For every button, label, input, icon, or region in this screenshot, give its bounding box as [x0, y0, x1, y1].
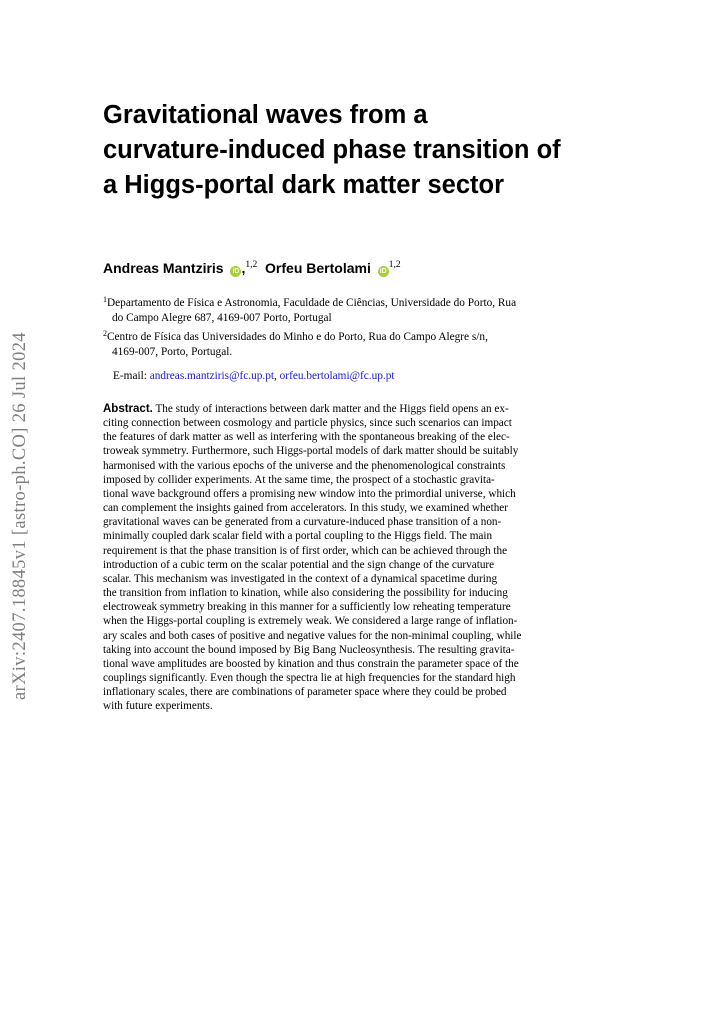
abstract-line: gravitational waves can be generated from a curvature-induced phase transition of a non-: [103, 516, 502, 529]
abstract: [103, 402, 633, 713]
affiliation-line: [103, 326, 643, 345]
abstract-line: taking into account the bound imposed by Big Bang Nucleosynthesis. The resulting gravita-: [103, 643, 515, 656]
email-line: [113, 370, 395, 382]
abstract-line: tional wave background offers a promising new window into the primordial universe, which: [103, 487, 516, 500]
abstract-text: The study of interactions between dark matter and the Higgs field opens an ex-: [155, 403, 509, 415]
affiliation-number: 2: [103, 329, 107, 338]
abstract-line: with future experiments.: [103, 700, 213, 713]
orcid-icon[interactable]: iD: [232, 268, 240, 275]
abstract-line: the features of dark matter as well as interfering with the spontaneous breaking of the elec-: [103, 431, 510, 444]
abstract-line: electroweak symmetry breaking in this manner for a sufficiently low reheating temperature: [103, 601, 511, 614]
author-name: Orfeu Bertolami: [265, 260, 371, 276]
abstract-line: introduction of a cubic term on the scalar potential and the sign change of the curvature: [103, 558, 495, 571]
orcid-icon[interactable]: iD: [379, 268, 387, 275]
abstract-heading: Abstract.: [103, 403, 153, 415]
email-separator: ,: [274, 370, 277, 382]
author-affiliation-marker: 1,2: [388, 260, 401, 270]
email-link[interactable]: andreas.mantziris@fc.up.pt: [149, 370, 274, 382]
affiliation-line: 4169-007, Porto, Portugal.: [112, 346, 233, 359]
author-name: Andreas Mantziris: [103, 260, 224, 276]
arxiv-identifier-stamp: arXiv:2407.18845v1 [astro-ph.CO] 26 Jul 2024: [10, 332, 30, 700]
affiliation-line: [103, 292, 643, 311]
abstract-line: couplings significantly. Even though the spectra lie at high frequencies for the standard high: [103, 671, 516, 684]
abstract-line: citing connection between cosmology and particle physics, since such scenarios can impact: [103, 417, 512, 430]
title-line: a Higgs-portal dark matter sector: [103, 171, 505, 199]
affiliation-1: [103, 292, 643, 326]
abstract-line: minimally coupled dark scalar field with a portal coupling to the Higgs field. The main: [103, 530, 493, 543]
abstract-line: inflationary scales, there are combinations of parameter space where they could be probed: [103, 686, 507, 699]
affiliation-line: do Campo Alegre 687, 4169-007 Porto, Portugal: [112, 312, 332, 325]
title-line: curvature-induced phase transition of: [103, 136, 561, 164]
title-line: Gravitational waves from a: [103, 101, 428, 129]
email-link[interactable]: orfeu.bertolami@fc.up.pt: [279, 370, 395, 382]
abstract-line: can complement the insights gained from accelerators. In this study, we examined whether: [103, 502, 508, 515]
abstract-line: the transition from inflation to kination, while also considering the possibility for inducing: [103, 587, 508, 600]
author-affiliation-marker: 1,2: [245, 260, 258, 270]
abstract-line: ary scales and both cases of positive and negative values for the non-minimal coupling, while: [103, 629, 522, 642]
affiliation-number: 1: [103, 295, 107, 304]
abstract-line: tional wave amplitudes are boosted by kination and thus constrain the parameter space of the: [103, 657, 519, 670]
abstract-line: harmonised with the various epochs of the universe and the phenomenological constraints: [103, 459, 506, 472]
abstract-line: when the Higgs-portal coupling is extremely weak. We considered a large range of inflation-: [103, 615, 518, 628]
abstract-line: troweak symmetry. Furthermore, such Higgs-portal models of dark matter should be suitably: [103, 445, 519, 458]
author-list: [103, 260, 401, 277]
abstract-line: imposed by collider experiments. At the same time, the prospect of a stochastic gravita-: [103, 473, 495, 486]
paper-title: [103, 98, 663, 203]
abstract-line: requirement is that the phase transition is of first order, which can be achieved through the: [103, 544, 508, 557]
author-separator: ,: [241, 260, 246, 276]
affiliation-text: Centro de Física das Universidades do Minho e do Porto, Rua do Campo Alegre s/n,: [107, 331, 488, 343]
affiliation-2: [103, 326, 643, 360]
email-label: E-mail:: [113, 370, 147, 382]
affiliation-text: Departamento de Física e Astronomia, Faculdade de Ciências, Universidade do Porto, Rua: [107, 297, 517, 309]
abstract-line: [103, 402, 633, 416]
abstract-line: scalar. This mechanism was investigated in the context of a dynamical spacetime during: [103, 572, 498, 585]
